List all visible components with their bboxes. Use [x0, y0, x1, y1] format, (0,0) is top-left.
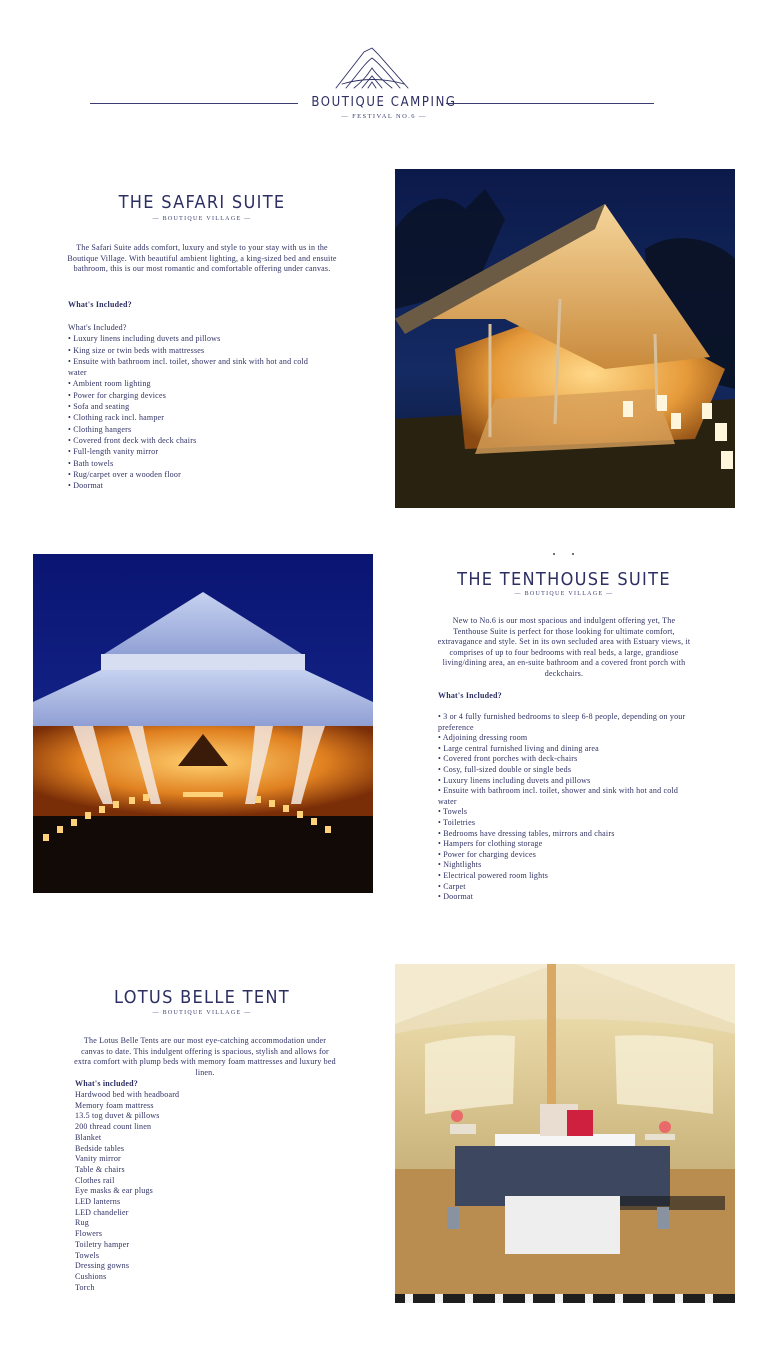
list-item: • Towels: [438, 807, 468, 817]
list-item: • Ambient room lighting: [68, 379, 151, 389]
brand-title: BOUTIQUE CAMPING: [311, 95, 457, 110]
list-item: LED lanterns: [75, 1197, 121, 1207]
section-subtitle: — BOUTIQUE VILLAGE —: [152, 216, 252, 222]
included-list: [68, 322, 348, 491]
list-item: 13.5 tog duvet & pillows: [75, 1111, 160, 1121]
list-item: Memory foam mattress: [75, 1100, 154, 1110]
tent-mountain-logo-icon: [334, 44, 410, 94]
list-item: • Clothing rack incl. hamper: [68, 413, 165, 423]
list-item: • Electrical powered room lights: [438, 870, 549, 880]
list-item: • Hampers for clothing storage: [438, 839, 543, 849]
safari-tent-night-photo: [395, 169, 735, 508]
list-item: • Luxury linens including duvets and pillows: [68, 334, 221, 344]
list-item: Torch: [75, 1282, 95, 1292]
list-item: Toiletry hamper: [75, 1239, 130, 1249]
list-item: Vanity mirror: [75, 1154, 121, 1164]
decorative-dot: [553, 553, 555, 555]
list-item: • Power for charging devices: [438, 849, 537, 859]
section-title: THE TENTHOUSE SUITE: [457, 569, 671, 590]
brand-subtitle: — FESTIVAL NO.6 —: [341, 113, 427, 120]
list-item: water: [438, 796, 457, 806]
list-item: Clothes rail: [75, 1175, 115, 1185]
list-item: LED chandelier: [75, 1207, 129, 1217]
list-item: • Adjoining dressing room: [438, 733, 528, 743]
list-item: • Large central furnished living and dining area: [438, 743, 599, 753]
list-item: • Bath towels: [68, 458, 114, 468]
section-intro: The Safari Suite adds comfort, luxury and style to your stay with us in the Boutique Village. With beautiful ambient lighting, a king-sized bed and ensuite bathroom, this is our most romantic and comfortable offering under canvas.: [67, 243, 337, 274]
list-item: • Rug/carpet over a wooden floor: [68, 469, 181, 479]
tenthouse-lanterns-photo: [33, 554, 373, 893]
list-item: water: [68, 368, 87, 378]
section-title: LOTUS BELLE TENT: [114, 987, 290, 1008]
list-item: • Doormat: [68, 481, 104, 491]
list-item: Hardwood bed with headboard: [75, 1090, 180, 1099]
section-subtitle: — BOUTIQUE VILLAGE —: [152, 1010, 252, 1016]
list-item: • Covered front porches with deck-chairs: [438, 754, 578, 764]
list-item: Bedside tables: [75, 1143, 125, 1153]
section-title: THE SAFARI SUITE: [118, 192, 286, 213]
section-intro: New to No.6 is our most spacious and indulgent offering yet, The Tenthouse Suite is perfect for those looking for ultimate comfort, extravagance and style. Set in its own secluded area with Estuary views, it comprises of up to four bedrooms with real beds, a large, grandiose living/dining area, an en-suite bathroom and a covered front porch with deckchairs.: [437, 616, 691, 678]
list-item: • Luxury linens including duvets and pillows: [438, 775, 591, 785]
list-item: • Full-length vanity mirror: [68, 447, 159, 457]
included-list: [438, 712, 708, 903]
list-item: Blanket: [75, 1132, 102, 1142]
section-subtitle: — BOUTIQUE VILLAGE —: [514, 591, 614, 597]
list-item: • Sofa and seating: [68, 402, 130, 412]
list-item: • King size or twin beds with mattresses: [68, 345, 205, 355]
bell-tent-interior-photo: [395, 964, 735, 1303]
list-item: • Toiletries: [438, 817, 476, 827]
list-item: • Nightlights: [438, 860, 482, 870]
list-item: • Ensuite with bathroom incl. toilet, shower and sink with hot and cold: [68, 356, 309, 366]
included-list: [75, 1090, 335, 1293]
list-item: Dressing gowns: [75, 1261, 130, 1271]
list-item: Towels: [75, 1250, 100, 1260]
list-item: 200 thread count linen: [75, 1122, 152, 1132]
list-item: • Carpet: [438, 881, 466, 891]
list-item: • Cosy, full-sized double or single beds: [438, 764, 572, 774]
section-intro: The Lotus Belle Tents are our most eye-catching accommodation under canvas to date. This indulgent offering is spacious, stylish and allows for extra comfort with plump beds with memory foam mattresses and luxury bed linen.: [74, 1036, 336, 1077]
list-item: • Power for charging devices: [68, 390, 167, 400]
list-item: Rug: [75, 1218, 89, 1228]
list-item: Cushions: [75, 1271, 107, 1281]
included-label: What's Included?: [68, 300, 132, 309]
list-item: preference: [438, 722, 474, 732]
list-item: • 3 or 4 fully furnished bedrooms to sleep 6-8 people, depending on your: [438, 712, 686, 721]
included-label: What's Included?: [438, 691, 502, 700]
list-item: • Covered front deck with deck chairs: [68, 435, 197, 445]
list-item: What's Included?: [68, 323, 127, 332]
list-item: • Bedrooms have dressing tables, mirrors and chairs: [438, 828, 615, 838]
decorative-dot: [572, 553, 574, 555]
list-item: • Doormat: [438, 892, 474, 902]
included-label: What's included?: [75, 1079, 138, 1088]
list-item: • Clothing hangers: [68, 424, 132, 434]
list-item: Table & chairs: [75, 1164, 125, 1174]
list-item: Flowers: [75, 1229, 103, 1239]
list-item: Eye masks & ear plugs: [75, 1186, 153, 1196]
list-item: • Ensuite with bathroom incl. toilet, shower and sink with hot and cold: [438, 786, 679, 796]
